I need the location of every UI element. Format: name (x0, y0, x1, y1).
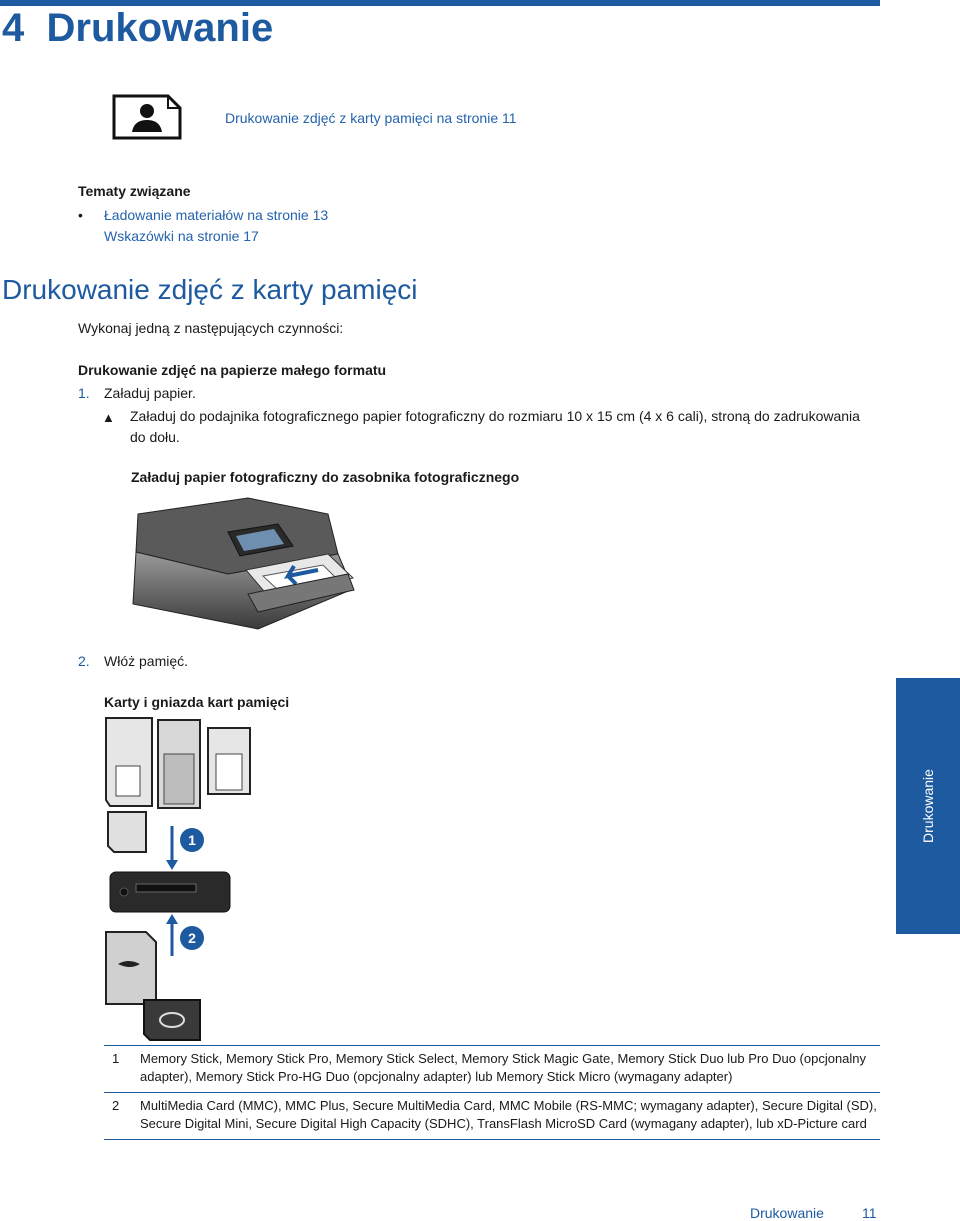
chapter-title (2, 6, 273, 51)
step-2-number: 2. (78, 653, 90, 669)
legend-text: Memory Stick, Memory Stick Pro, Memory Stick Select, Memory Stick Magic Gate, Memory Stick Duo lub Pro Duo (opcjonalny adapter), Memory Stick Pro-HG Duo (opcjonalny adapter) lub Memory Stick Micro (wymagany adapter) (140, 1051, 867, 1084)
photo-icon (112, 94, 182, 140)
side-tab-label: Drukowanie (920, 769, 936, 843)
table-row (104, 1093, 880, 1140)
step-2-text: Włóż pamięć. (104, 653, 189, 669)
memory-cards-illustration (100, 714, 260, 1044)
bullet-icon: • (78, 207, 83, 223)
related-item (78, 205, 328, 226)
warning-triangle-icon: ▲ (102, 410, 115, 425)
warning-note (104, 406, 874, 448)
related-item (78, 226, 328, 247)
nav-link-print-from-card[interactable]: Drukowanie zdjęć z karty pamięci na stronie 11 (225, 110, 517, 126)
printer-photo-tray-illustration (128, 494, 358, 644)
footer-label: Drukowanie (750, 1205, 824, 1221)
chapter-number: 4 (2, 6, 25, 50)
figure-1-caption: Załaduj papier fotograficzny do zasobnika fotograficznego (131, 469, 520, 485)
table-row (104, 1046, 880, 1093)
related-link-tips[interactable]: Wskazówki na stronie 17 (104, 228, 259, 244)
warning-text: Załaduj do podajnika fotograficznego papier fotograficzny do rozmiaru 10 x 15 cm (4 x 6 cali), stroną do zadrukowania do dołu. (130, 408, 860, 445)
legend-text: MultiMedia Card (MMC), MMC Plus, Secure MultiMedia Card, MMC Mobile (RS-MMC; wymagany adapter), Secure Digital (SD), Secure Digital Mini, Secure Digital High Capacity (SDHC), TransFlash MicroSD Card (wymagany adapter), lub xD-Picture card (140, 1098, 877, 1131)
related-topics-list (78, 205, 328, 247)
legend-number: 1 (112, 1051, 120, 1066)
step-1-text: Załaduj papier. (104, 385, 196, 401)
step-1-number: 1. (78, 385, 90, 401)
step-2 (78, 653, 188, 669)
related-topics-heading: Tematy związane (78, 183, 191, 199)
chapter-name: Drukowanie (46, 6, 274, 50)
legend-number: 2 (112, 1098, 120, 1113)
legend-table (104, 1045, 880, 1140)
section-intro: Wykonaj jedną z następujących czynności: (78, 320, 344, 336)
marker-1: 1 (188, 832, 196, 848)
figure-2-caption: Karty i gniazda kart pamięci (104, 694, 290, 710)
footer-page-number: 11 (862, 1205, 877, 1221)
side-tab (896, 678, 960, 934)
marker-2: 2 (188, 930, 196, 946)
related-link-loading-media[interactable]: Ładowanie materiałów na stronie 13 (104, 207, 329, 223)
step-1 (78, 385, 196, 401)
section-title: Drukowanie zdjęć z karty pamięci (2, 274, 418, 305)
sub-heading: Drukowanie zdjęć na papierze małego formatu (78, 362, 387, 378)
